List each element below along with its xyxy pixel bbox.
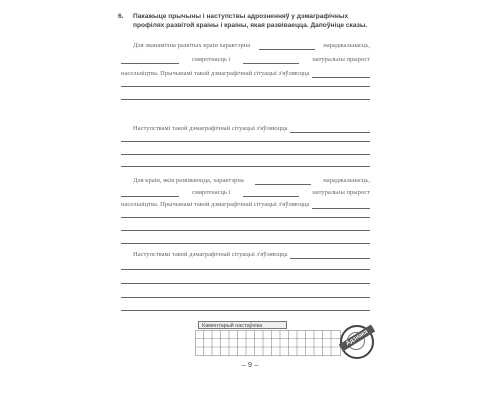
- s1-consequences-text: Наступствамі такой дэмаграфічнай сітуацыі з'яўляюцца: [133, 125, 288, 132]
- grade-badge-label: Адзнака: [339, 325, 375, 352]
- s2-answer-line[interactable]: [121, 297, 370, 298]
- s1-answer-line[interactable]: [121, 99, 370, 100]
- s1-line2-mid: смяротнасць і: [192, 56, 231, 63]
- s1-line1-end: нараджальнасць,: [323, 42, 370, 49]
- s2-line2-end: натуральны прырост: [312, 189, 370, 196]
- teacher-comment-grid[interactable]: [195, 330, 341, 356]
- s2-consequences-text: Наступствамі такой дэмаграфічнай сітуацыі з'яўляюцца: [133, 251, 288, 258]
- s2-answer-line[interactable]: [121, 283, 370, 284]
- s1-blank-mortality[interactable]: [243, 56, 299, 64]
- s2-blank-consequences[interactable]: [290, 251, 370, 259]
- s2-blank-causes[interactable]: [312, 201, 370, 209]
- s2-answer-line[interactable]: [121, 243, 370, 244]
- s2-line3-text: насельніцтва. Прычынамі такой дэмаграфічнай сітуацыі з'яўляюцца: [121, 201, 310, 208]
- s2-answer-line[interactable]: [121, 230, 370, 231]
- s1-blank-prefix[interactable]: [121, 56, 179, 64]
- s2-answer-line[interactable]: [121, 217, 370, 218]
- s1-answer-line[interactable]: [121, 86, 370, 87]
- s1-blank-birthrate[interactable]: [259, 42, 315, 50]
- s2-answer-line[interactable]: [121, 269, 370, 270]
- s2-consequences-line: [133, 250, 370, 259]
- page-number: – 9 –: [241, 360, 259, 369]
- s2-line1-end: нараджальнасць,: [323, 177, 370, 184]
- s2-line2: [121, 188, 370, 197]
- teacher-comment-label: Каментарый настаўніка: [198, 321, 287, 329]
- s1-line3: [121, 69, 370, 78]
- s1-line2-end: натуральны прырост: [312, 56, 370, 63]
- s1-line3-text: насельніцтва. Прычынамі такой дэмаграфічнай сітуацыі з'яўляюцца: [121, 70, 310, 77]
- s1-blank-consequences[interactable]: [290, 125, 370, 133]
- s2-line2-mid: смяротнасць і: [192, 189, 231, 196]
- s2-blank-prefix[interactable]: [121, 189, 179, 197]
- s1-line2: [121, 55, 370, 64]
- task-heading: [118, 13, 381, 30]
- s2-line1: [133, 176, 370, 185]
- s1-line1-start: Для эканамічна развітых краін характэрна: [133, 42, 251, 49]
- task-text: Пакажыце прычыны і наступствы адрозненняў у дэмаграфічных профілях развітой краіны і краіны, якая развіваецца. Дапоўніце сказы.: [133, 13, 368, 29]
- s2-line3: [121, 200, 370, 209]
- task-number: 6.: [118, 13, 124, 20]
- s2-blank-mortality[interactable]: [243, 189, 299, 197]
- s2-blank-birthrate[interactable]: [255, 177, 311, 185]
- s1-answer-line[interactable]: [121, 166, 370, 167]
- s1-answer-line[interactable]: [121, 141, 370, 142]
- s2-line1-start: Для краін, якія развіваюцца, характэрна: [133, 177, 244, 184]
- s1-line1: [133, 41, 370, 50]
- s1-consequences-line: [133, 124, 370, 133]
- s1-answer-line[interactable]: [121, 154, 370, 155]
- s1-blank-causes[interactable]: [312, 70, 370, 78]
- grade-badge[interactable]: [340, 325, 374, 359]
- s2-answer-line[interactable]: [121, 310, 370, 311]
